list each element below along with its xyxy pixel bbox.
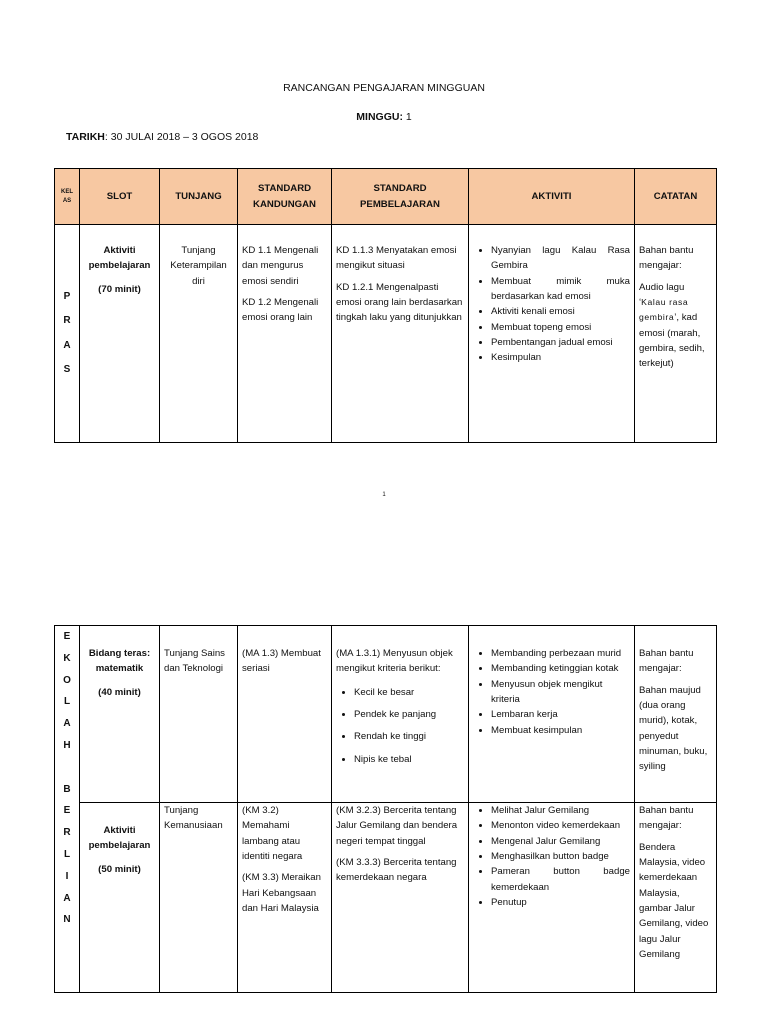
standard-kandungan-cell: (KM 3.2) Memahami lambang atau identiti negara (KM 3.3) Meraikan Hari Kebangsaan dan Hari Malaysia bbox=[238, 803, 332, 993]
slot-time: (70 minit) bbox=[98, 283, 141, 295]
standard-pembelajaran-cell: (KM 3.2.3) Bercerita tentang Jalur Gemilang dan bendera negeri tempat tinggal (KM 3.3.3) Bercerita tentang kemerdekaan negara bbox=[332, 803, 469, 993]
col-header-aktiviti: AKTIVITI bbox=[469, 169, 635, 225]
kelas-letters: E K O L A H B E R L I A N bbox=[55, 626, 80, 993]
list-item: • Menyusun objek mengikut kriteria bbox=[491, 677, 630, 708]
table-row bbox=[55, 803, 717, 993]
list-item: • Membanding perbezaan murid bbox=[491, 646, 630, 661]
lesson-plan-table-page-1 bbox=[54, 168, 717, 443]
slot-cell: Bidang teras: matematik (40 minit) bbox=[80, 626, 160, 803]
list-item: • Pendek ke panjang bbox=[354, 707, 464, 722]
list-item: • Rendah ke tinggi bbox=[354, 729, 464, 744]
slot-cell: Aktiviti pembelajaran (50 minit) bbox=[80, 803, 160, 993]
catatan-cell: Bahan bantu mengajar: Audio lagu ‘Kalau rasa gembira’, kad emosi (marah, gembira, sedih, terkejut) bbox=[635, 225, 717, 443]
col-header-tunjang: TUNJANG bbox=[160, 169, 238, 225]
tunjang-cell: Tunjang Sains dan Teknologi bbox=[160, 626, 238, 803]
list-item: • Menonton video kemerdekaan bbox=[491, 818, 630, 833]
col-header-standard-kandungan: STANDARD KANDUNGAN bbox=[238, 169, 332, 225]
catatan-cell: Bahan bantu mengajar: Bahan maujud (dua orang murid), kotak, penyedut minuman, buku, syiling bbox=[635, 626, 717, 803]
list-item: • Membuat kesimpulan bbox=[491, 723, 630, 738]
list-item: • Membanding ketinggian kotak bbox=[491, 661, 630, 676]
table-header-row bbox=[55, 169, 717, 225]
list-item: • Mengenal Jalur Gemilang bbox=[491, 834, 630, 849]
page-number: 1 bbox=[382, 492, 386, 498]
aktiviti-cell bbox=[469, 626, 635, 803]
slot-name: Aktiviti pembelajaran bbox=[88, 245, 151, 272]
list-item: • Menghasilkan button badge bbox=[491, 849, 630, 864]
col-header-slot: SLOT bbox=[80, 169, 160, 225]
date-line bbox=[66, 131, 258, 143]
date-label: TARIKH bbox=[66, 131, 105, 143]
list-item: • Membuat topeng emosi bbox=[491, 320, 630, 335]
list-item: • Nyanyian lagu Kalau Rasa Gembira bbox=[491, 243, 630, 274]
list-item: • Pembentangan jadual emosi bbox=[491, 335, 630, 350]
list-item: • Kecil ke besar bbox=[354, 685, 464, 700]
lesson-plan-table-page-2 bbox=[54, 625, 717, 993]
list-item: • Pameran button badge kemerdekaan bbox=[491, 864, 630, 895]
slot-cell bbox=[80, 225, 160, 443]
standard-kandungan-cell: KD 1.1 Mengenali dan mengurus emosi sendiri KD 1.2 Mengenali emosi orang lain bbox=[238, 225, 332, 443]
tunjang-cell: Tunjang Keterampilan diri bbox=[160, 225, 238, 443]
week-label: MINGGU: bbox=[356, 111, 403, 123]
kelas-letters: P R A S bbox=[55, 225, 80, 443]
date-value: : 30 JULAI 2018 – 3 OGOS 2018 bbox=[104, 131, 259, 143]
aktiviti-cell bbox=[469, 803, 635, 993]
col-header-kelas: KEL AS bbox=[55, 169, 80, 225]
document-title: RANCANGAN PENGAJARAN MINGGUAN bbox=[283, 82, 485, 94]
standard-kandungan-cell: (MA 1.3) Membuat seriasi bbox=[238, 626, 332, 803]
list-item: • Melihat Jalur Gemilang bbox=[491, 803, 630, 818]
col-header-catatan: CATATAN bbox=[635, 169, 717, 225]
list-item: • Membuat mimik muka berdasarkan kad emosi bbox=[491, 274, 630, 305]
standard-pembelajaran-cell: KD 1.1.3 Menyatakan emosi mengikut situasi KD 1.2.1 Mengenalpasti emosi orang lain berdasarkan tingkah laku yang ditunjukkan bbox=[332, 225, 469, 443]
col-header-standard-pembelajaran: STANDARD PEMBELAJARAN bbox=[332, 169, 469, 225]
catatan-cell: Bahan bantu mengajar: Bendera Malaysia, video kemerdekaan Malaysia, gambar Jalur Gemilang, video lagu Jalur Gemilang bbox=[635, 803, 717, 993]
list-item: • Nipis ke tebal bbox=[354, 752, 464, 767]
tunjang-cell: Tunjang Kemanusiaan bbox=[160, 803, 238, 993]
week-line bbox=[0, 111, 768, 123]
week-value: 1 bbox=[405, 111, 412, 123]
aktiviti-cell bbox=[469, 225, 635, 443]
list-item: • Kesimpulan bbox=[491, 350, 630, 365]
table-row bbox=[55, 225, 717, 443]
list-item: • Aktiviti kenali emosi bbox=[491, 304, 630, 319]
list-item: • Penutup bbox=[491, 895, 630, 910]
list-item: • Lembaran kerja bbox=[491, 707, 630, 722]
table-row bbox=[55, 626, 717, 803]
standard-pembelajaran-cell: (MA 1.3.1) Menyusun objek mengikut kriteria berikut: • Kecil ke besar • Pendek ke panjang • Rendah ke tinggi • Nipis ke tebal bbox=[332, 626, 469, 803]
